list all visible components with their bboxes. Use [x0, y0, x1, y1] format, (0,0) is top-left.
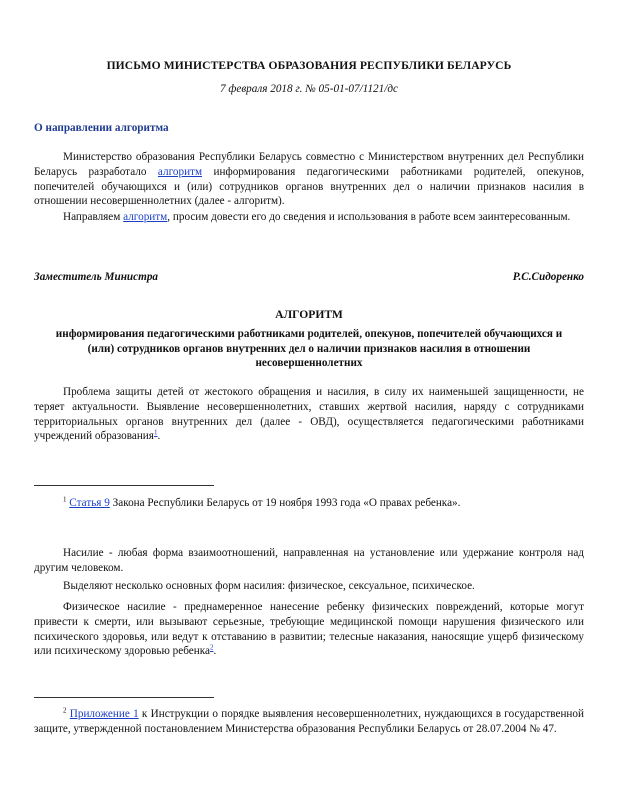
- footnote-divider: [34, 485, 214, 486]
- paragraph-text: Проблема защиты детей от жестокого обращения и насилия, в силу их наименьшей защищенности, не теряет актуальности. Выявление несовершеннолетних, ставших жертвой насилия, наряду с сотрудниками территориальных органов внутренних дел (далее - ОВД), осуществляется педагогическими работниками учреждений образования: [34, 386, 584, 443]
- paragraph-violence-definition: Насилие - любая форма взаимоотношений, направленная на установление или удержание контроля над другим человеком.: [34, 547, 584, 574]
- footnote-2: [34, 707, 584, 737]
- footnote-number: 1: [63, 495, 67, 504]
- footnote-1: [34, 496, 584, 511]
- footnote-number: 2: [63, 706, 67, 715]
- paragraph-physical-violence: Физическое насилие - преднамеренное нанесение ребенку физических повреждений, которые могут привести к смерти, или вызывают серьезные, требующие медицинской помощи нарушения физического или психического здоровья, или ведут к отставанию в развитии; телесные наказания, наносящие ущерб физическому или психическому здоровью ребенка$^2$.: [34, 601, 584, 658]
- paragraph-text: Направляем: [63, 211, 124, 223]
- paragraph-text: Физическое насилие - преднамеренное нанесение ребенку физических повреждений, которые могут привести к смерти, или вызывают серьезные, требующие медицинской помощи нарушения физического или психического здоровья, или ведут к отставанию в развитии; телесные наказания, наносящие ущерб физическому или психическому здоровью ребенка: [34, 601, 584, 658]
- article-9-link[interactable]: Статья 9: [69, 497, 110, 509]
- paragraph-violence-forms: Выделяют несколько основных форм насилия: физическое, сексуальное, психическое.: [63, 580, 475, 592]
- appendix-1-link[interactable]: Приложение 1: [69, 708, 139, 720]
- footnote-divider-2: [34, 697, 214, 698]
- algorithm-subtitle: информирования педагогическими работниками родителей, опекунов, попечителей обучающихся и (или) сотрудников органов внутренних дел о наличии признаков насилия в отношении несовершеннолетних: [55, 328, 563, 370]
- paragraph-text: , просим довести его до сведения и использования в работе всем заинтересованным.: [167, 211, 571, 223]
- paragraph-direction: [34, 210, 584, 225]
- signature-name: Р.С.Сидоренко: [512, 271, 584, 283]
- signature-position: Заместитель Министра: [34, 271, 159, 283]
- paragraph-text: Министерство образования Республики Беларусь совместно с Министерством внутренних дел Республики Беларусь разработало: [34, 151, 584, 178]
- paragraph-text: информирования педагогическими работниками родителей, опекунов, попечителей обучающихся и (или) сотрудников органов внутренних дел о наличии признаков насилия в отношении несовершеннолетних (далее - алгоритм).: [34, 165, 584, 208]
- footnote-ref-2[interactable]: 2: [209, 643, 214, 652]
- document-date: 7 февраля 2018 г. № 05-01-07/1121/дс: [220, 83, 398, 95]
- paragraph-intro: [34, 150, 584, 209]
- algorithm-link[interactable]: алгоритм: [157, 165, 203, 178]
- footnote-text: к Инструкции о порядке выявления несовершеннолетних, нуждающихся в государственной защите, утвержденной постановлением Министерства образования Республики Беларусь от 28.07.2004 № 47.: [34, 708, 585, 735]
- document-subject: О направлении алгоритма: [34, 122, 169, 134]
- algorithm-link-2[interactable]: алгоритм: [123, 211, 168, 223]
- document-title: ПИСЬМО МИНИСТЕРСТВА ОБРАЗОВАНИЯ РЕСПУБЛИКИ БЕЛАРУСЬ: [106, 59, 512, 72]
- footnote-text: Закона Республики Беларусь от 19 ноября 1993 года «О правах ребенка».: [109, 497, 461, 509]
- signature-block: [34, 270, 584, 285]
- algorithm-title: АЛГОРИТМ: [275, 308, 343, 321]
- footnote-ref-1[interactable]: 1: [153, 428, 158, 437]
- paragraph-problem: Проблема защиты детей от жестокого обращения и насилия, в силу их наименьшей защищенности, не теряет актуальности. Выявление несовершеннолетних, ставших жертвой насилия, наряду с сотрудниками территориальных органов внутренних дел (далее - ОВД), осуществляется педагогическими работниками учреждений образования$^1$.: [34, 386, 584, 443]
